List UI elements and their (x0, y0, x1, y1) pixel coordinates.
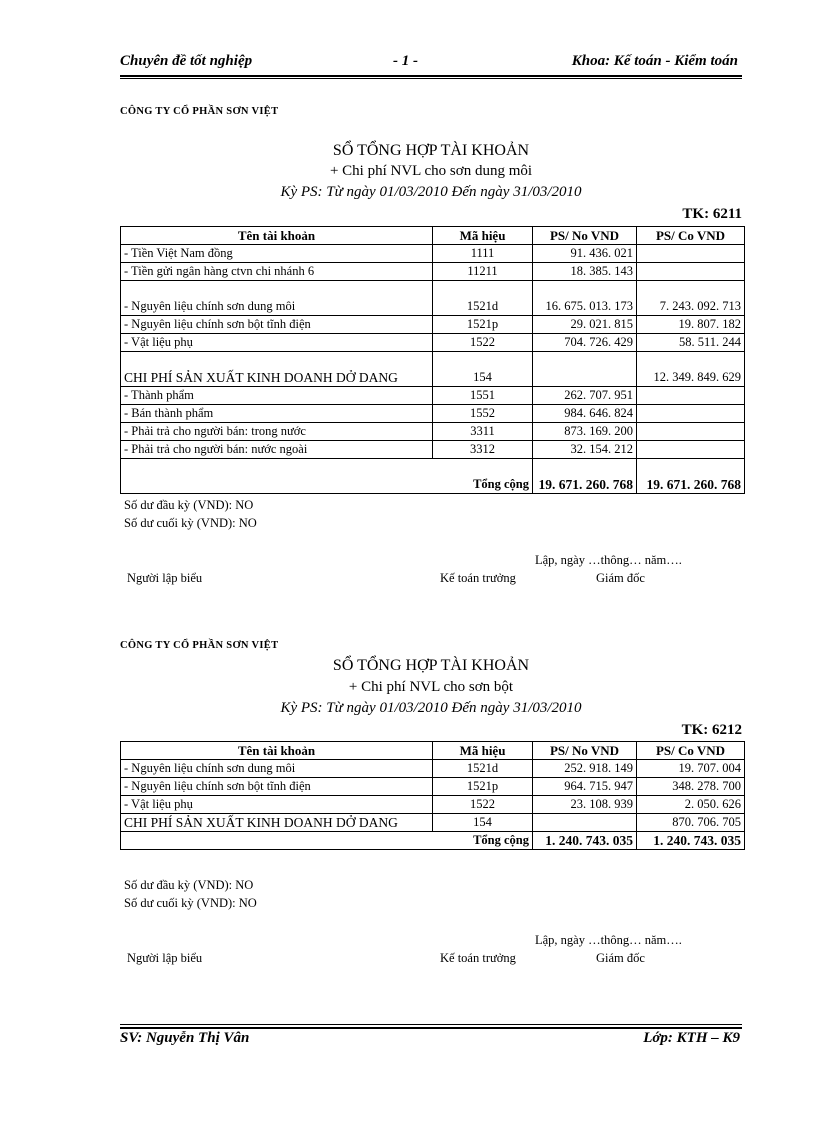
ledger-table (120, 741, 745, 850)
debit-cell: 873. 169. 200 (533, 423, 637, 441)
credit-cell: 2. 050. 626 (637, 796, 745, 814)
footer-rule (120, 1027, 742, 1029)
table-row (121, 245, 745, 263)
footer-rule-thin (120, 1024, 742, 1025)
table-row (121, 814, 745, 832)
debit-cell: 964. 715. 947 (533, 778, 637, 796)
director-label: Giám đốc (596, 951, 645, 965)
account-name: - Bán thành phẩm (121, 405, 433, 423)
col-debit: PS/ No VND (533, 742, 637, 760)
chief-accountant-label: Kế toán trưởng (440, 951, 516, 965)
opening-balance: Số dư đầu kỳ (VND): NO (124, 878, 254, 892)
credit-cell: 19. 707. 004 (637, 760, 745, 778)
ledger-period: Kỳ PS: Từ ngày 01/03/2010 Đến ngày 31/03/2010 (280, 184, 582, 200)
account-name: CHI PHÍ SẢN XUẤT KINH DOANH DỞ DANG (121, 352, 433, 387)
debit-cell: 704. 726. 429 (533, 334, 637, 352)
credit-cell: 348. 278. 700 (637, 778, 745, 796)
date-line: Lập, ngày …thông… năm…. (535, 933, 682, 947)
credit-cell: 7. 243. 092. 713 (637, 281, 745, 316)
account-code-cell: 1521p (433, 316, 533, 334)
col-account-name: Tên tài khoản (121, 227, 433, 245)
account-code-cell: 1552 (433, 405, 533, 423)
table-row (121, 263, 745, 281)
debit-cell (533, 814, 637, 832)
header-rule-thin (120, 78, 742, 79)
company-name: CÔNG TY CỔ PHẦN SƠN VIỆT (120, 106, 279, 117)
account-name: - Nguyên liệu chính sơn bột tĩnh điện (121, 778, 433, 796)
account-code-cell: 1521p (433, 778, 533, 796)
credit-cell (637, 441, 745, 459)
table-row (121, 316, 745, 334)
credit-cell (637, 405, 745, 423)
account-code-cell: 154 (433, 814, 533, 832)
table-row (121, 405, 745, 423)
table-row (121, 352, 745, 387)
debit-cell: 23. 108. 939 (533, 796, 637, 814)
col-debit: PS/ No VND (533, 227, 637, 245)
account-code-cell: 3311 (433, 423, 533, 441)
page-number: - 1 - (393, 53, 418, 69)
ledger-title: SỔ TỔNG HỢP TÀI KHOẢN (332, 657, 530, 674)
account-name: CHI PHÍ SẢN XUẤT KINH DOANH DỞ DANG (121, 814, 433, 832)
total-credit: 1. 240. 743. 035 (637, 832, 745, 850)
table-row (121, 760, 745, 778)
account-code-cell: 1521d (433, 281, 533, 316)
table-row (121, 778, 745, 796)
table-header-row (121, 227, 745, 245)
total-debit: 1. 240. 743. 035 (533, 832, 637, 850)
total-debit: 19. 671. 260. 768 (533, 459, 637, 494)
preparer-label: Người lập biểu (127, 571, 203, 585)
account-name: - Nguyên liệu chính sơn dung môi (121, 760, 433, 778)
account-code-cell: 1522 (433, 796, 533, 814)
table-row (121, 423, 745, 441)
credit-cell: 19. 807. 182 (637, 316, 745, 334)
debit-cell (533, 352, 637, 387)
table-row (121, 387, 745, 405)
account-name: - Nguyên liệu chính sơn dung môi (121, 281, 433, 316)
debit-cell: 91. 436. 021 (533, 245, 637, 263)
ledger-subtitle: + Chi phí NVL cho sơn bột (348, 679, 514, 695)
account-code-cell: 1111 (433, 245, 533, 263)
preparer-label: Người lập biểu (127, 951, 203, 965)
account-code-cell: 11211 (433, 263, 533, 281)
table-row (121, 281, 745, 316)
account-code-cell: 154 (433, 352, 533, 387)
total-spacer (121, 459, 433, 494)
footer-class: Lớp: KTH – K9 (643, 1030, 740, 1046)
ledger-title: SỔ TỔNG HỢP TÀI KHOẢN (332, 142, 530, 159)
debit-cell: 252. 918. 149 (533, 760, 637, 778)
credit-cell (637, 263, 745, 281)
account-name: - Tiền gửi ngân hàng ctvn chi nhánh 6 (121, 263, 433, 281)
credit-cell: 870. 706. 705 (637, 814, 745, 832)
total-row (121, 832, 745, 850)
account-name: - Vật liệu phụ (121, 334, 433, 352)
credit-cell (637, 423, 745, 441)
account-code-cell: 3312 (433, 441, 533, 459)
col-account-name: Tên tài khoản (121, 742, 433, 760)
footer-student: SV: Nguyễn Thị Vân (120, 1030, 250, 1046)
credit-cell (637, 245, 745, 263)
company-name: CÔNG TY CỔ PHẦN SƠN VIỆT (120, 640, 279, 651)
account-name: - Phải trả cho người bán: nước ngoài (121, 441, 433, 459)
total-label: Tổng cộng (433, 832, 533, 850)
account-code-cell: 1521d (433, 760, 533, 778)
table-header-row (121, 742, 745, 760)
col-code: Mã hiệu (433, 742, 533, 760)
ledger-period: Kỳ PS: Từ ngày 01/03/2010 Đến ngày 31/03/2010 (280, 700, 582, 716)
account-name: - Vật liệu phụ (121, 796, 433, 814)
director-label: Giám đốc (596, 571, 645, 585)
total-row (121, 459, 745, 494)
total-label: Tổng cộng (433, 459, 533, 494)
table-row (121, 334, 745, 352)
debit-cell: 16. 675. 013. 173 (533, 281, 637, 316)
header-rule (120, 75, 742, 77)
account-name: - Tiền Việt Nam đồng (121, 245, 433, 263)
debit-cell: 29. 021. 815 (533, 316, 637, 334)
account-name: - Phải trả cho người bán: trong nước (121, 423, 433, 441)
chief-accountant-label: Kế toán trưởng (440, 571, 516, 585)
debit-cell: 262. 707. 951 (533, 387, 637, 405)
header-right: Khoa: Kế toán - Kiểm toán (571, 53, 738, 69)
table-row (121, 441, 745, 459)
total-credit: 19. 671. 260. 768 (637, 459, 745, 494)
credit-cell (637, 387, 745, 405)
account-code: TK: 6212 (681, 722, 742, 738)
account-name: - Thành phẩm (121, 387, 433, 405)
col-code: Mã hiệu (433, 227, 533, 245)
credit-cell: 12. 349. 849. 629 (637, 352, 745, 387)
closing-balance: Số dư cuối kỳ (VND): NO (124, 516, 257, 530)
debit-cell: 32. 154. 212 (533, 441, 637, 459)
closing-balance: Số dư cuối kỳ (VND): NO (124, 896, 257, 910)
ledger-table (120, 226, 745, 494)
col-credit: PS/ Co VND (637, 742, 745, 760)
table-row (121, 796, 745, 814)
ledger-subtitle: + Chi phí NVL cho sơn dung môi (329, 163, 533, 179)
account-name: - Nguyên liệu chính sơn bột tĩnh điện (121, 316, 433, 334)
account-code-cell: 1522 (433, 334, 533, 352)
debit-cell: 984. 646. 824 (533, 405, 637, 423)
credit-cell: 58. 511. 244 (637, 334, 745, 352)
debit-cell: 18. 385. 143 (533, 263, 637, 281)
account-code-cell: 1551 (433, 387, 533, 405)
header-left: Chuyên đề tốt nghiệp (120, 53, 253, 69)
account-code: TK: 6211 (682, 206, 742, 222)
date-line: Lập, ngày …thông… năm…. (535, 553, 682, 567)
col-credit: PS/ Co VND (637, 227, 745, 245)
opening-balance: Số dư đầu kỳ (VND): NO (124, 498, 254, 512)
total-spacer (121, 832, 433, 850)
